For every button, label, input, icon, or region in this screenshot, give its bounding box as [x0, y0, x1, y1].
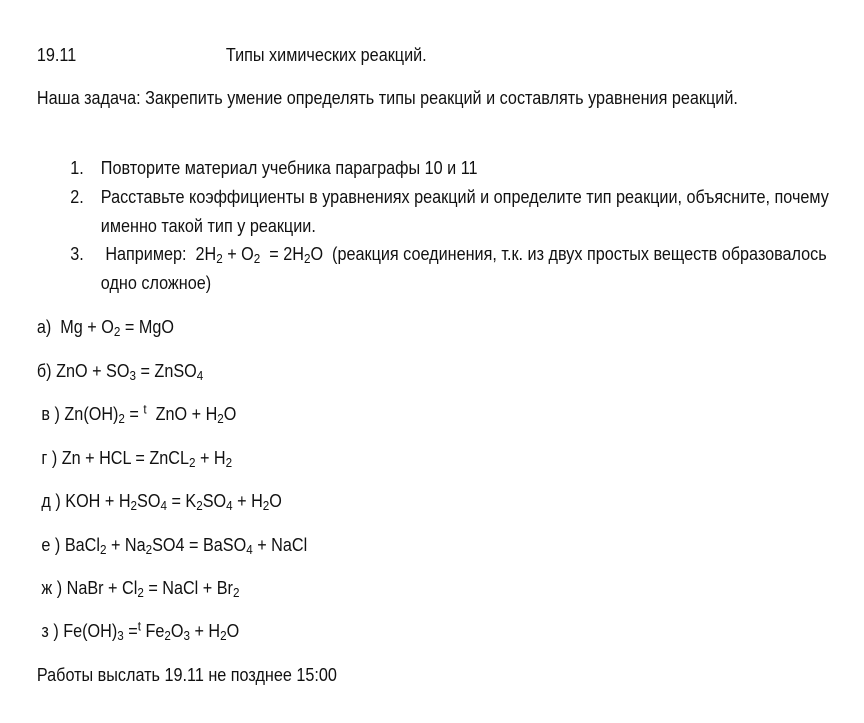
subscript: 2: [216, 251, 223, 267]
formula-text: ж ) NaBr + Cl: [36, 578, 138, 598]
formula-text: з ) Fe(OH): [36, 621, 118, 641]
formula-text: = NaCl + Br: [143, 578, 233, 598]
list-text: [101, 240, 857, 298]
reaction-equation: [37, 490, 282, 512]
subscript: 2: [196, 498, 203, 514]
formula-text: Например: 2H: [100, 244, 217, 264]
formula-text: Расставьте коэффициенты в уравнениях реакций и определите тип реакции, объясните, почему именно такой тип у реакции.: [100, 187, 834, 236]
subscript: 2: [145, 542, 153, 558]
reaction-equation: [37, 577, 240, 599]
formula-text: е ) BaCl: [36, 535, 100, 555]
formula-text: + NaCl: [252, 535, 308, 555]
subscript: 4: [160, 498, 167, 514]
deadline-note: Работы выслать 19.11 не позднее 15:00: [36, 665, 337, 685]
formula-text: + H: [232, 491, 263, 511]
formula-text: O: [223, 404, 237, 424]
subscript: 4: [226, 498, 233, 514]
subscript: 2: [262, 498, 270, 514]
subscript: 2: [220, 628, 227, 644]
superscript: t: [143, 401, 147, 417]
subscript: 3: [129, 368, 136, 384]
formula-text: O (реакция соединения, т.к. из двух простых веществ образовалось одно сложное): [100, 244, 832, 293]
subscript: 3: [183, 628, 190, 644]
subscript: 2: [118, 411, 125, 427]
formula-text: Повторите материал учебника параграфы 10 и 11: [100, 158, 478, 178]
formula-text: = 2H: [260, 244, 304, 264]
formula-text: в ) Zn(OH): [36, 404, 119, 424]
subscript: 2: [232, 585, 240, 601]
subscript: 2: [113, 324, 121, 340]
formula-text: O: [226, 621, 240, 641]
formula-text: а) Mg + O: [36, 317, 114, 337]
subscript: 2: [253, 251, 261, 267]
formula-text: д ) KOH + H: [36, 491, 131, 511]
reaction-equation: [37, 403, 237, 425]
formula-text: + Na: [106, 535, 146, 555]
reaction-equation: [37, 360, 203, 382]
formula-text: + H: [189, 621, 221, 641]
subscript: 2: [303, 251, 311, 267]
reaction-equation: [37, 316, 174, 338]
formula-text: + O: [222, 244, 254, 264]
formula-text: б) ZnO + SO: [36, 361, 130, 381]
reaction-equation: [37, 447, 232, 469]
formula-text: O: [269, 491, 282, 511]
formula-text: ZnO + H: [146, 404, 218, 424]
list-number: 2.: [70, 187, 84, 207]
date-label: 19.11: [36, 45, 77, 65]
subscript: 2: [188, 455, 196, 471]
task-paragraph: Наша задача: Закрепить умение определять типы реакций и составлять уравнения реакций.: [36, 88, 738, 108]
formula-text: O: [170, 621, 184, 641]
formula-text: г ) Zn + HCL = ZnCL: [36, 448, 189, 468]
subscript: 2: [225, 455, 233, 471]
list-text: [101, 183, 857, 241]
formula-text: Fe: [140, 621, 165, 641]
subscript: 2: [164, 628, 171, 644]
reaction-equation: [37, 620, 239, 642]
formula-text: + H: [195, 448, 226, 468]
formula-text: =: [124, 404, 144, 424]
list-number: 3.: [70, 244, 84, 264]
formula-text: = K: [166, 491, 197, 511]
subscript: 2: [137, 585, 144, 601]
formula-text: SO: [137, 491, 161, 511]
subscript: 4: [246, 542, 253, 558]
subscript: 2: [130, 498, 138, 514]
list-text: [101, 154, 857, 183]
subscript: 3: [117, 628, 124, 644]
formula-text: SO: [202, 491, 227, 511]
page-title: Типы химических реакций.: [225, 45, 427, 65]
subscript: 2: [99, 542, 107, 558]
formula-text: = ZnSO: [135, 361, 197, 381]
list-number: 1.: [70, 158, 84, 178]
superscript: t: [137, 618, 141, 634]
formula-text: =: [123, 621, 138, 641]
reaction-equation: [37, 534, 307, 556]
formula-text: = MgO: [120, 317, 174, 337]
subscript: 2: [217, 411, 224, 427]
formula-text: SO4 = BaSO: [152, 535, 247, 555]
subscript: 4: [196, 368, 204, 384]
